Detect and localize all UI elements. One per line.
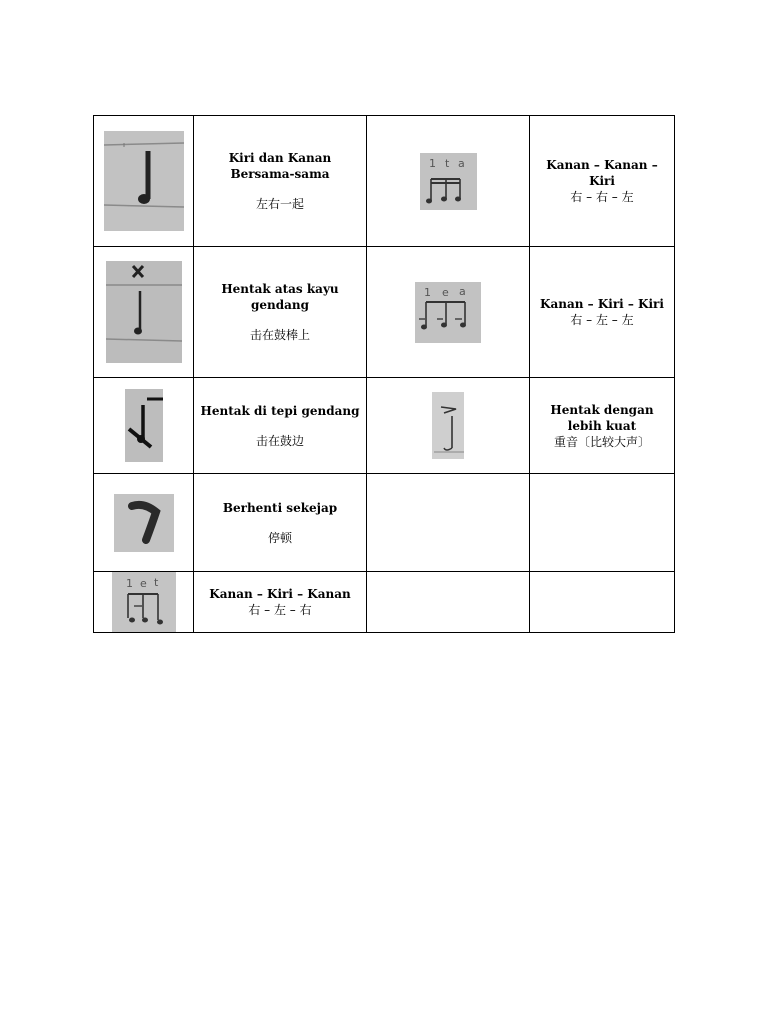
chinese-label: 右 – 右 – 左 — [570, 190, 634, 204]
description-cell — [194, 474, 367, 572]
chinese-label: 停顿 — [267, 530, 292, 545]
empty-cell — [530, 474, 675, 572]
chinese-label: 击在鼓棒上 — [249, 328, 310, 342]
table-row — [94, 116, 675, 247]
table-row — [94, 378, 675, 474]
empty-cell — [530, 572, 675, 633]
svg-text:1: 1 — [424, 285, 431, 299]
symbol-cell — [94, 378, 194, 474]
chinese-label: 重音〔比较大声〕 — [553, 434, 650, 449]
description-cell — [530, 116, 675, 247]
svg-text:t: t — [153, 576, 158, 589]
triplet-1ea-icon — [415, 282, 481, 343]
symbol-cell — [94, 474, 194, 572]
description-cell — [530, 378, 675, 474]
chinese-label: 击在鼓边 — [255, 433, 304, 448]
svg-text:a: a — [459, 284, 466, 298]
triplet-1ta-icon — [420, 153, 477, 210]
malay-label: Kanan – Kiri – Kiri — [540, 297, 664, 311]
description-cell — [194, 247, 367, 378]
accent-note-icon — [432, 392, 464, 459]
chinese-label: 右 – 左 – 左 — [570, 313, 634, 327]
svg-text:e: e — [139, 577, 147, 590]
malay-label: Hentak atas kayu gendang — [221, 282, 339, 312]
svg-text:a: a — [457, 156, 465, 170]
svg-text:t: t — [444, 156, 449, 170]
symbol-cell — [94, 116, 194, 247]
table-row — [94, 247, 675, 378]
x-head-note-icon — [106, 261, 182, 363]
triplet-1et-icon — [112, 572, 176, 632]
rest-icon — [114, 494, 174, 552]
malay-label: Berhenti sekejap — [222, 500, 338, 515]
malay-label: Kiri dan Kanan Bersama-sama — [228, 151, 332, 181]
svg-text:e: e — [442, 285, 449, 299]
symbol-cell — [367, 116, 530, 247]
notation-table — [93, 115, 675, 633]
malay-label: Hentak di tepi gendang — [200, 403, 360, 418]
description-cell — [530, 247, 675, 378]
empty-cell — [367, 474, 530, 572]
svg-text:1: 1 — [428, 156, 436, 170]
symbol-cell — [367, 378, 530, 474]
rim-note-icon — [125, 389, 163, 462]
chinese-label: 左右一起 — [255, 197, 304, 211]
symbol-cell — [367, 247, 530, 378]
description-cell — [194, 116, 367, 247]
table-row — [94, 474, 675, 572]
malay-label: Kanan – Kiri – Kanan — [209, 587, 351, 601]
single-note-icon — [104, 131, 184, 231]
malay-label: Hentak dengan lebih kuat — [550, 402, 654, 433]
empty-cell — [367, 572, 530, 633]
description-cell — [194, 378, 367, 474]
svg-text:1: 1 — [125, 577, 133, 590]
malay-label: Kanan – Kanan – Kiri — [546, 158, 658, 188]
description-cell — [194, 572, 367, 633]
table-row — [94, 572, 675, 633]
symbol-cell — [94, 572, 194, 633]
chinese-label: 右 – 左 – 右 — [248, 603, 312, 617]
symbol-cell — [94, 247, 194, 378]
